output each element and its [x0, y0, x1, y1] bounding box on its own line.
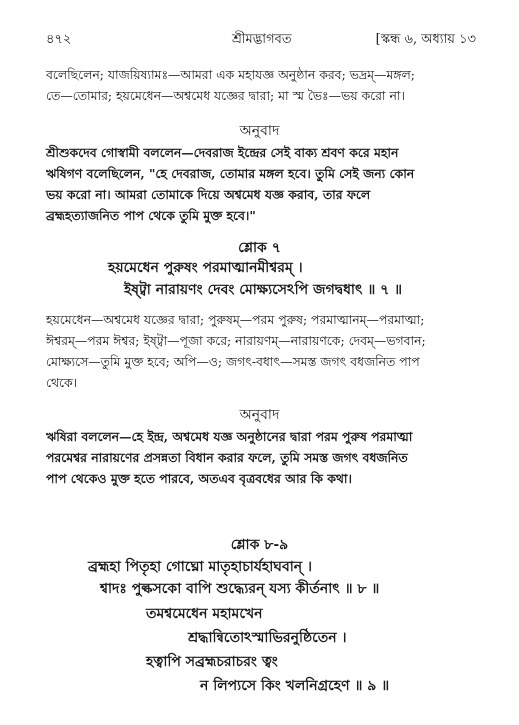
- translation-block-2: [46, 426, 478, 489]
- verse-line: হয়মেধেন পুরুষং পরমাত্মানমীশ্বরম্ ।: [108, 260, 303, 276]
- synonyms-line: তে—তোমার; হয়মেধেন—অশ্বমেধ যজ্ঞের দ্বারা; মা স্ম ভৈঃ—ভয় করো না।: [46, 88, 405, 103]
- verse-label: শ্লোক ৮-৯: [230, 537, 289, 553]
- synonyms-block-2: [46, 309, 478, 393]
- chapter-reference: [স্কন্ধ ৬, অধ্যায় ১৩: [375, 32, 476, 47]
- translation-line: শ্রীশুকদেব গোস্বামী বললেন—দেবরাজ ইন্দ্রের সেই বাক্য শ্রবণ করে মহান: [46, 145, 399, 160]
- page-number: ৪৭২: [46, 32, 72, 47]
- verse-line: শ্বাদঃ পুল্কসকো বাপি শুদ্ধ্যেরন্ যস্য কীর্তনাৎ ॥ ৮ ॥: [100, 581, 380, 597]
- verse-line: হত্বাপি সব্রহ্মচরাচরং ত্বং: [146, 654, 278, 670]
- translation-block-1: [46, 142, 478, 226]
- translation-line: ভয় করো না। আমরা তোমাকে দিয়ে অশ্বমেধ যজ্ঞ করাব, তার ফলে: [46, 187, 371, 202]
- synonyms-line: থেকে।: [46, 375, 78, 390]
- synonyms-line: হয়মেধেন—অশ্বমেধ যজ্ঞের দ্বারা; পুরুষম্—পরম পুরুষ; পরমাত্মানম্—পরমাত্মা;: [46, 312, 425, 327]
- verse-line: শ্রদ্ধান্বিতোঽস্মাভিরনুষ্ঠিতেন ।: [188, 630, 347, 646]
- verse-line: ইষ্ট্বা নারায়ণং দেবং মোক্ষ্যসেঽপি জগদ্বধাৎ ॥ ৭ ॥: [124, 282, 403, 298]
- synonyms-line: মোক্ষ্যসে—তুমি মুক্ত হবে; অপি—ও; জগৎ-বধাৎ—সমস্ত জগৎ বধজনিত পাপ: [46, 354, 420, 369]
- translation-line: ঋষিরা বললেন—হে ইন্দ্র, অশ্বমেধ যজ্ঞ অনুষ্ঠানের দ্বারা পরম পুরুষ পরমাত্মা: [46, 429, 413, 444]
- translation-line: পাপ থেকেও মুক্ত হতে পারবে, অতএব বৃত্রবধের আর কি কথা।: [46, 471, 352, 486]
- verse-line: ব্রহ্মহা পিতৃহা গোঘ্নো মাতৃহাচার্যহাঘবান্ ।: [88, 559, 313, 575]
- synonyms-line: ঈশ্বরম্—পরম ঈশ্বর; ইষ্ট্বা—পূজা করে; নারায়ণম্—নারায়ণকে; দেবম্—ভগবান;: [46, 333, 426, 348]
- translation-line: পরমেশ্বর নারায়ণের প্রসন্নতা বিধান করার ফলে, তুমি সমস্ত জগৎ বধজনিত: [46, 450, 408, 465]
- synonyms-line: বলেছিলেন; যাজয়িষ্যামঃ—আমরা এক মহাযজ্ঞ অনুষ্ঠান করব; ভদ্রম্—মঙ্গল;: [46, 67, 415, 82]
- verse-line: তমশ্বমেধেন মহামখেন: [146, 606, 263, 622]
- verse-label: শ্লোক ৭: [238, 240, 281, 256]
- running-title: শ্রীমদ্ভাগবত: [232, 32, 292, 47]
- synonyms-block-1: [46, 64, 478, 106]
- translation-line: ব্রহ্মহত্যাজনিত পাপ থেকে তুমি মুক্ত হবে।": [46, 208, 256, 223]
- verse-line: ন লিপ্যসে কিং খলনিগ্রহেণ ॥ ৯ ॥: [200, 678, 390, 694]
- translation-heading: অনুবাদ: [239, 407, 280, 423]
- page-header: [46, 30, 476, 50]
- translation-line: ঋষিগণ বলেছিলেন, "হে দেবরাজ, তোমার মঙ্গল হবে। তুমি সেই জন্য কোন: [46, 166, 415, 181]
- translation-heading: অনুবাদ: [239, 123, 280, 139]
